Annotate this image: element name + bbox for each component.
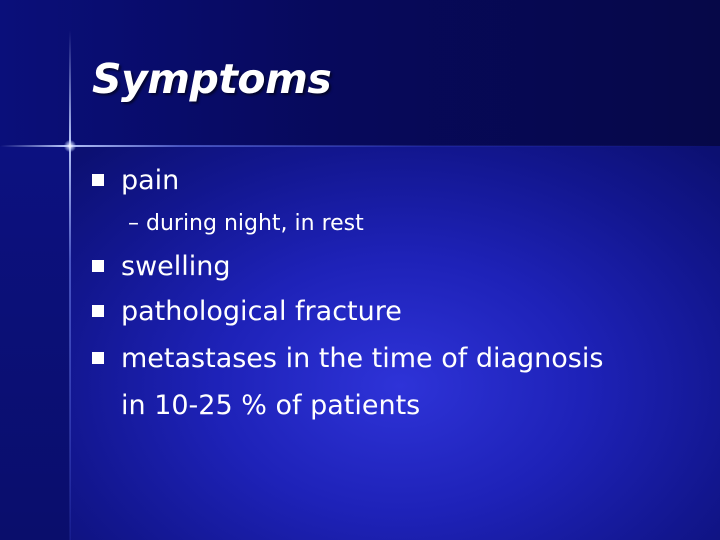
bullet-text: pathological fracture (121, 296, 402, 327)
left-band (0, 146, 70, 540)
bullet-item-metastases (92, 343, 603, 375)
bullet-text: metastases in the time of diagnosis (121, 343, 604, 374)
sparkle-icon (64, 140, 76, 152)
bullet-text: pain (121, 165, 180, 196)
bullet-continuation (121, 390, 420, 422)
square-bullet-icon (92, 352, 104, 364)
square-bullet-icon (92, 174, 104, 186)
bullet-item-fracture (92, 296, 402, 328)
bullet-item-pain (92, 165, 179, 197)
bullet-item-swelling (92, 251, 231, 283)
horizontal-accent-line (0, 145, 720, 147)
sub-bullet-text: – during night, in rest (128, 211, 364, 236)
slide-title: Symptoms (92, 55, 332, 103)
continuation-text: in 10-25 % of patients (121, 390, 421, 421)
bullet-text: swelling (121, 251, 231, 282)
square-bullet-icon (92, 260, 104, 272)
vertical-accent-line (69, 30, 71, 540)
sub-bullet-item (128, 211, 364, 237)
square-bullet-icon (92, 305, 104, 317)
